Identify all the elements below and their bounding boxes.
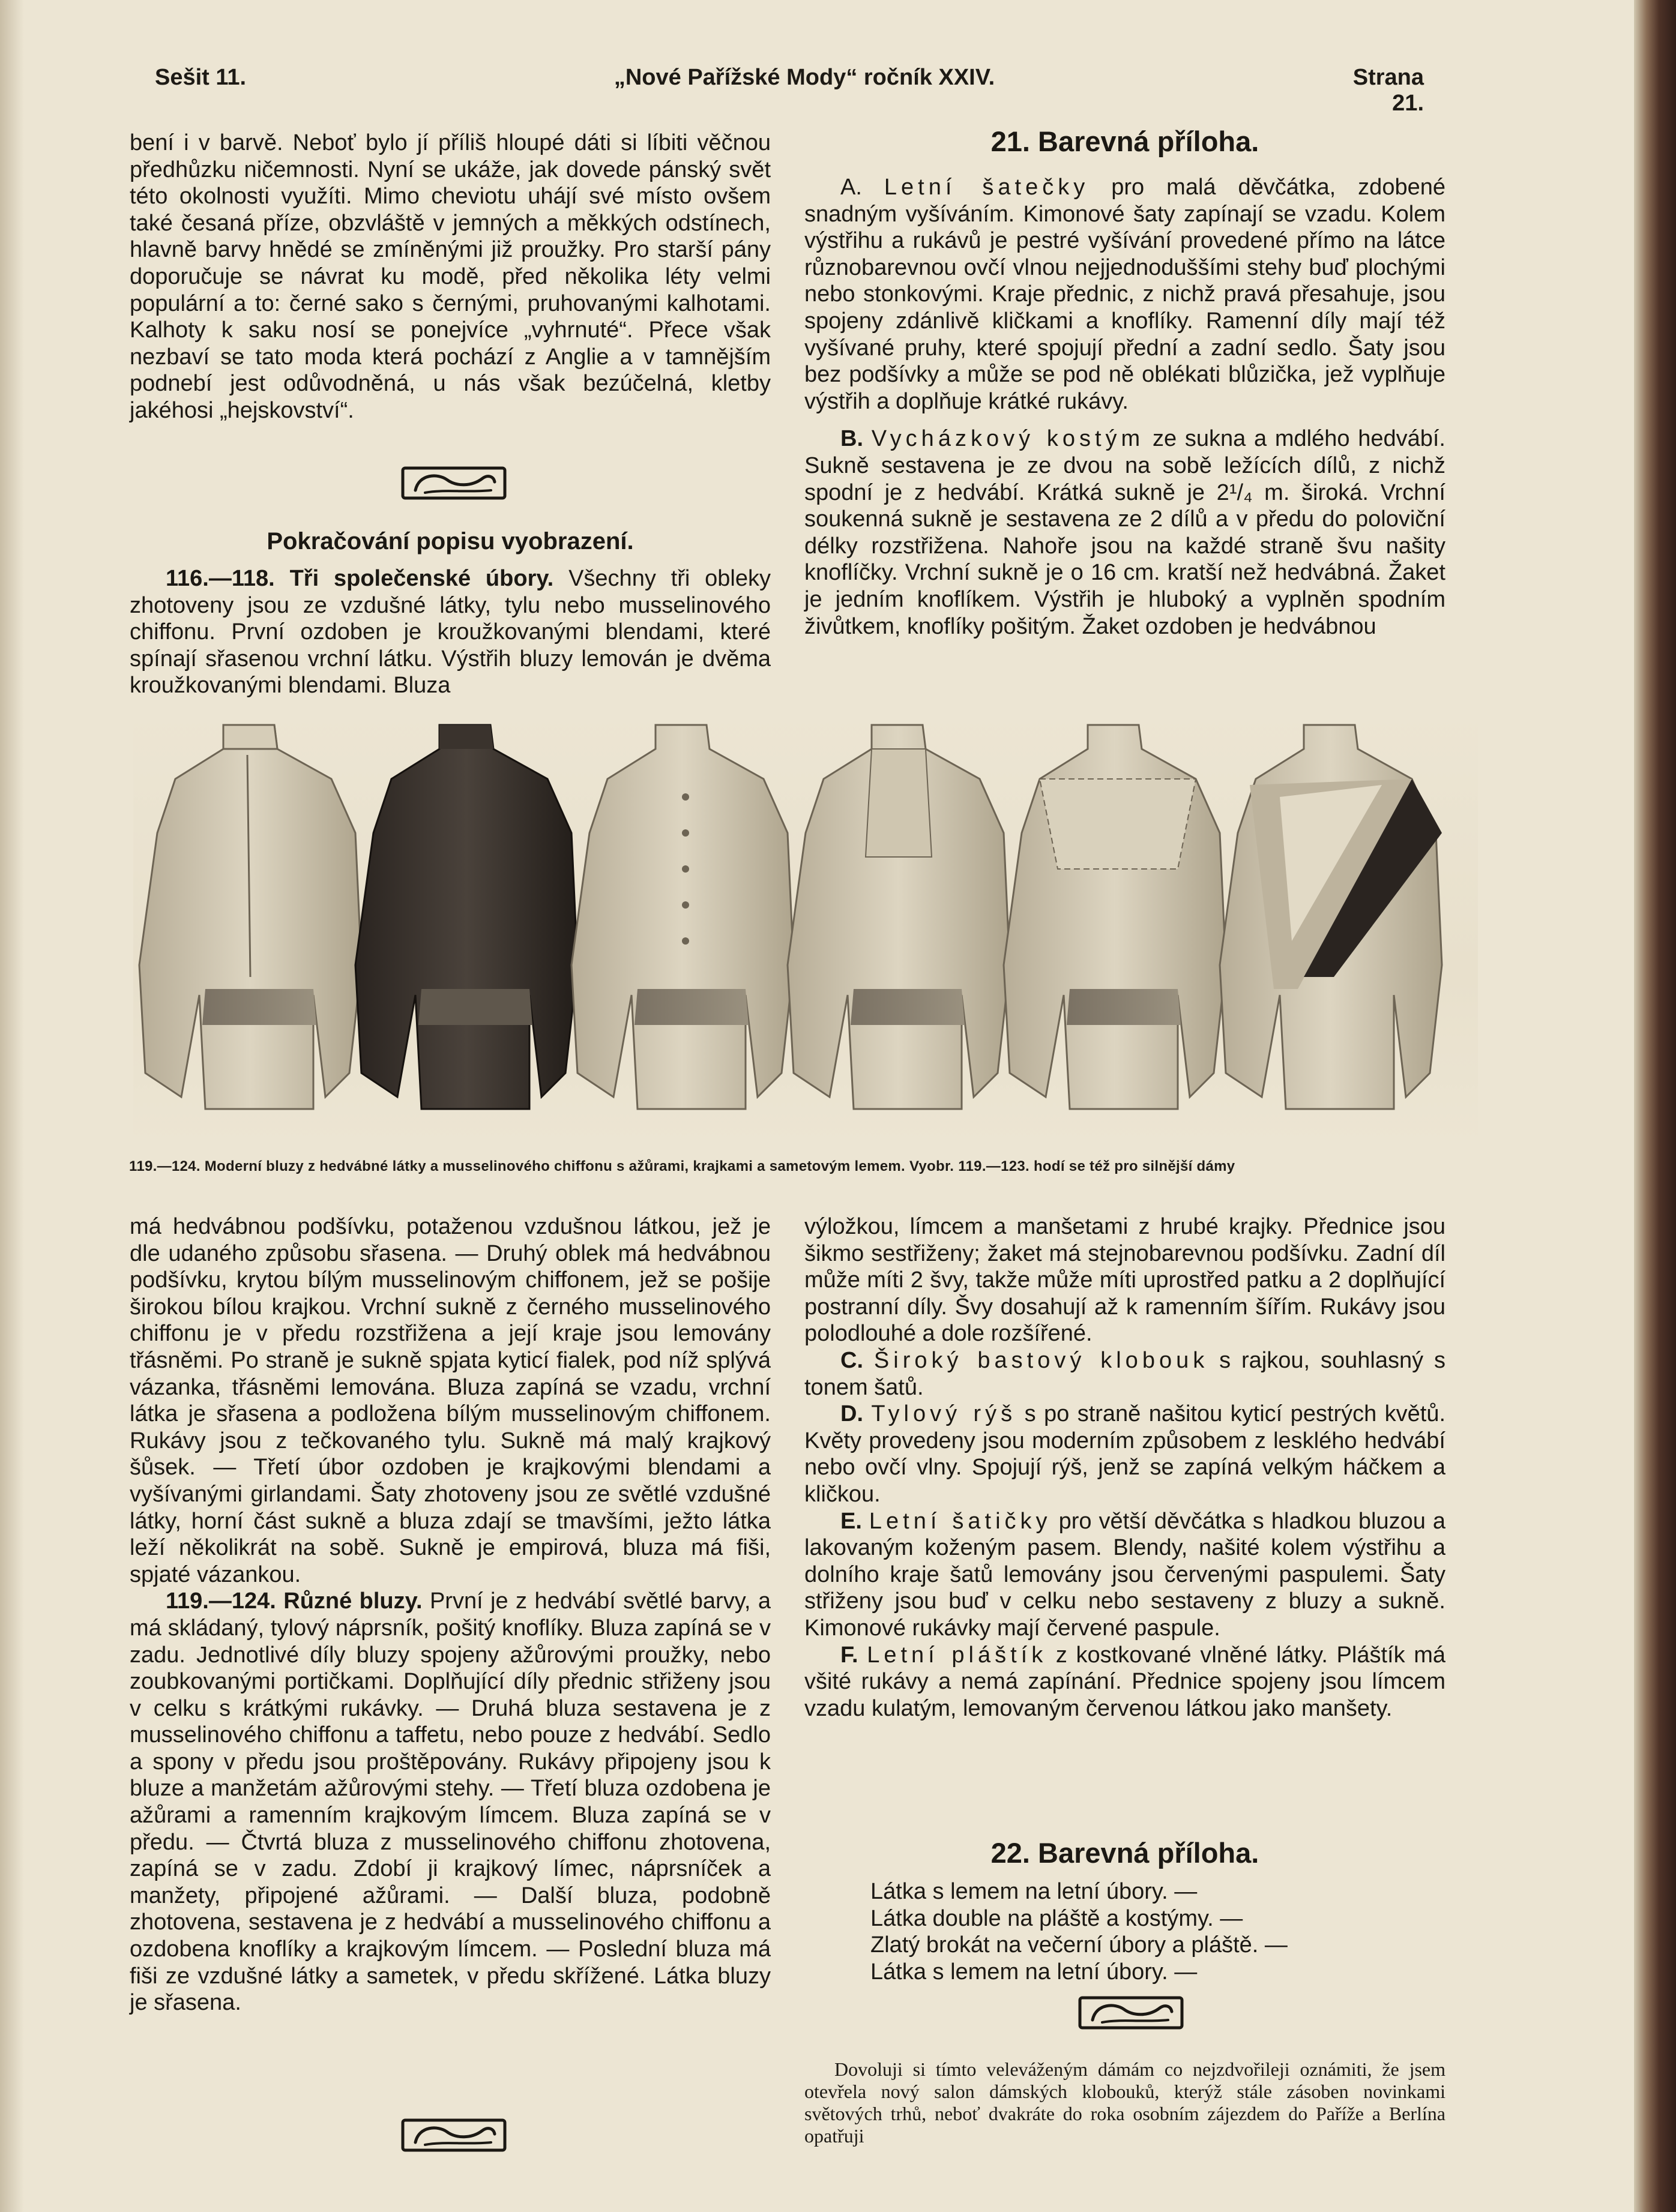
text-c: s rajkou, souhlasný s tonem šatů. [804,1347,1445,1400]
label-a: A. [840,175,862,200]
header-title: „Nové Pařížské Mody“ ročník XXIV. [613,65,995,90]
header-issue: Sešit 11. [155,65,247,90]
left-bottom-column [130,1213,771,2016]
item-text: Všechny tři obleky zhotoveny jsou ze vzdušné látky, tylu nebo musselinového chiffonu. První ozdoben je kroužkovanými blendami, které spínají sřasenou vrchní látku. Výstřih bluzy lemován je dvěma kroužkovanými blendami. Bluza [130,566,771,699]
header-page-number: Strana 21. [1352,65,1424,116]
right-top-column [804,174,1445,640]
term-c: Široký bastový klobouk [873,1347,1209,1373]
paragraph-e [804,1508,1445,1642]
blouse-4 [788,725,1010,1109]
item-title: Tři společenské úbory. [289,566,554,591]
text-e: pro větší děvčátka s hladkou bluzou a lakovaným koženým pasem. Blendy, našité kolem výstřihu a dolního kraje šatů lemovány jsou červenými paspulemi. Šaty střiženy jsou buď v celku nebo sestaveny z bluzy a sukně. Kimonové rukávky mají červené paspule. [804,1508,1445,1641]
paragraph-a [804,174,1445,415]
notice-advertisement [804,2058,1445,2147]
text-d: s po straně našitou kyticí pestrých květů. Květy provedeny jsou moderním způsobem z lesklého hedvábí nebo ovčí vlny. Spojují rýš, jenž se zapíná velkým háčkem a kličkou. [804,1401,1446,1507]
blouses-illustration [133,713,1478,1145]
paragraph-c [804,1347,1445,1401]
blouses-drawing [133,713,1478,1145]
term-a: Letní šatečky [884,175,1090,200]
list-item: Látka double na pláště a kostýmy. — [870,1905,1243,1931]
item-number: 119.—124. [166,1588,276,1614]
term-e: Letní šatičky [869,1508,1052,1534]
page-edge-shadow [0,0,24,2212]
paragraph-d [804,1401,1445,1507]
term-b: Vycházkový kostým [871,426,1145,452]
paragraph-b-cont: výložkou, límcem a manšetami z hrubé krajky. Přednice jsou šikmo sestřiženy; žaket má stejnobarevnou podšívku. Zadní díl může míti 2 švy, takže může míti uprostřed patku a 2 doplňující postranní díly. Švy dosahují až k ramenním šířím. Rukávy jsou polodlouhé a dole rozšířené. [804,1214,1445,1347]
list-item: Zlatý brokát na večerní úbory a pláště. — [870,1932,1288,1958]
supplement-21-title: 21. Barevná příloha. [990,125,1259,157]
term-d: Tylový rýš [871,1401,1017,1427]
list-item: Látka s lemem na letní úbory. — [870,1959,1198,1985]
blouse-1 [139,725,361,1109]
paragraph: bení i v barvě. Neboť bylo jí příliš hloupé dáti si líbiti věčnou předhůzku ničemnosti. Nyní se ukáže, jak dovede pánský svět této okolnosti využíti. Mimo cheviotu uhájí své místo ovšem také česaná příze, obzvláště v jemných a měkkých odstínech, hlavně barvy hnědé se zmíněnými již proužky. Pro starší pány doporučuje se návrat ku modě, před několika léty velmi populární a to: černé sako s černými, pruhovanými kalhotami. Kalhoty k saku nosí se ponejvíce „vyhrnuté“. Přece však nezbaví se tato moda která pochází z Anglie a v tamnějším podnebí jest odůvodněná, u nás však bezúčelná, kletby jakéhosi „hejskovství“. [130,130,771,423]
left-top-column [130,130,771,424]
blouse-3 [571,725,794,1109]
notice-text: Dovoluji si tímto veleváženým dámám co nejzdvořileji oznámiti, že jsem otevřela nový salon dámských klobouků, kterýž stále zásoben novinkami světových trhů, neboť dvakráte do roka osobním zájezdem do Paříže a Berlína opatřuji [804,2058,1445,2147]
label-b: B. [840,426,863,452]
text-a: pro malá děvčátka, zdobené snadným vyšíváním. Kimonové šaty zapínají se vzadu. Kolem výstřihu a rukávů je pestré vyšívání provedené přímo na látce různobarevnou ovčí vlnou nejjednoduššími stehy buď plochými nebo stonkovými. Kraje přednic, z nichž pravá přesahuje, jsou spojeny zdánlivě kličkami a knoflíky. Ramenní díly mají též vyšívané pruhy, které spojují přední a zadní sedlo. Šaty jsou bez podšívky a může se pod ně oblékati blůzička, jež vyplňuje výstřih a doplňuje krátké rukávy. [804,175,1445,414]
paragraph-119 [130,1588,771,2016]
term-f: Letní pláštík [867,1642,1048,1668]
blouse-5 [1004,725,1226,1109]
label-f: F. [840,1642,858,1668]
blouse-6 [1220,725,1442,1109]
supplement-22-title: 22. Barevná příloha. [990,1837,1259,1869]
text-f: z kostkované vlněné látky. Pláštík má všité rukávy a nemá zapínání. Přednice spojeny jsou límcem vzadu kulatým, lemovaným červenou látkou jako manšety. [804,1642,1446,1721]
right-bottom-column [804,1213,1445,1722]
label-e: E. [840,1508,862,1534]
ornament-icon [401,2118,507,2152]
item-title: Různé bluzy. [283,1588,423,1614]
item-text: První je z hedvábí světlé barvy, a má skládaný, tylový náprsník, pošitý knoflíky. Bluza zapíná se v zadu. Jednotlivé díly bluzy spojeny ažůrovými proužky, nebo zoubkovanými portičkami. Doplňující díly přednic střiženy jsou v celku s krátkými rukávky. — Druhá bluza sestavena je z musselinového chiffonu a taffetu, nebo pouze z hedvábí. Sedlo a spony v předu jsou proštěpovány. Rukávy připojeny jsou k bluze a manžetám ažůrovými stehy. — Třetí bluza ozdobena je ažůrami a ramenním krajkovým límcem. Bluza zapíná se v předu. — Čtvrtá bluza z musselinového chiffonu zhotovena, zapíná se v zadu. Zdobí ji krajkový límec, náprsníček a manžety, připojené ažůrami. — Další bluza, podobně zhotovena, sestavena je z hedvábí a musselinového chiffonu a ozdobena knoflíky a krajkovým límcem. — Poslední bluza má fiši ze vzdušné látky a sametek, v předu skřížené. Látka bluzy je sřasena. [130,1588,771,2016]
ornament-icon [401,466,507,500]
label-d: D. [840,1401,863,1427]
figure-caption: 119.—124. Moderní bluzy z hedvábné látky a musselinového chiffonu s ažůrami, krajkami a sametovým lemem. Vyobr. 119.—123. hodí se též pro silnější dámy [129,1158,1235,1174]
paragraph [130,565,771,699]
list-item: Látka s lemem na letní úbory. — [870,1879,1198,1904]
fabric-list [870,1878,1447,1985]
left-top-column-cont [130,565,771,699]
paragraph-f [804,1642,1445,1722]
text-b: ze sukna a mdlého hedvábí. Sukně sestavena je ze dvou na sobě ležících dílů, z nichž spodní je z hedvábí. Krátká sukně je 2¹/₄ m. široká. Vrchní soukenná sukně je sestavena ze 2 dílů a v předu do poloviční délky rozstřižena. Nahoře jsou na každé straně švu našity knoflíčky. Vrchní sukně je o 16 cm. kratší než hedvábná. Žaket je jedním knoflíkem. Výstřih je hluboký a vyplněn spodním živůtkem, knoflíky pošitým. Žaket ozdoben je hedvábnou [804,426,1445,639]
paragraph: má hedvábnou podšívku, potaženou vzdušnou látkou, jež je dle udaného způsobu sřasena. — Druhý oblek má hedvábnou podšívku, krytou bílým musselinovým chiffonem, jež se pošije širokou bílou krajkou. Vrchní sukně z černého musselinového chiffonu je v předu rozstřižena a její kraje jsou lemovány třásněmi. Po straně je sukně spjata kyticí fialek, pod níž splývá vázanka, třásněmi lemována. Bluza zapíná se vzadu, vrchní látka je sřasena a podložena bílým musselinovým chiffonem. Rukávy jsou z tečkovaného tylu. Sukně má malý krajkový šůsek. — Třetí úbor ozdoben je krajkovými blendami a vyšívanými girlandami. Šaty zhotoveny jsou ze světlé vzdušné látky, horní část sukně a bluza zdají se tmavšími, ježto látka leží několikrát na sobě. Sukně je empirová, bluza má fiši, spjaté vázankou. [130,1214,771,1587]
label-c: C. [840,1347,863,1373]
paragraph-b [804,425,1445,640]
item-number: 116.—118. [166,566,275,591]
ornament-icon [1078,1996,1184,2030]
section-title: Pokračování popisu vyobrazení. [267,528,634,555]
blouse-2 [355,725,577,1109]
book-spine [1634,0,1676,2212]
